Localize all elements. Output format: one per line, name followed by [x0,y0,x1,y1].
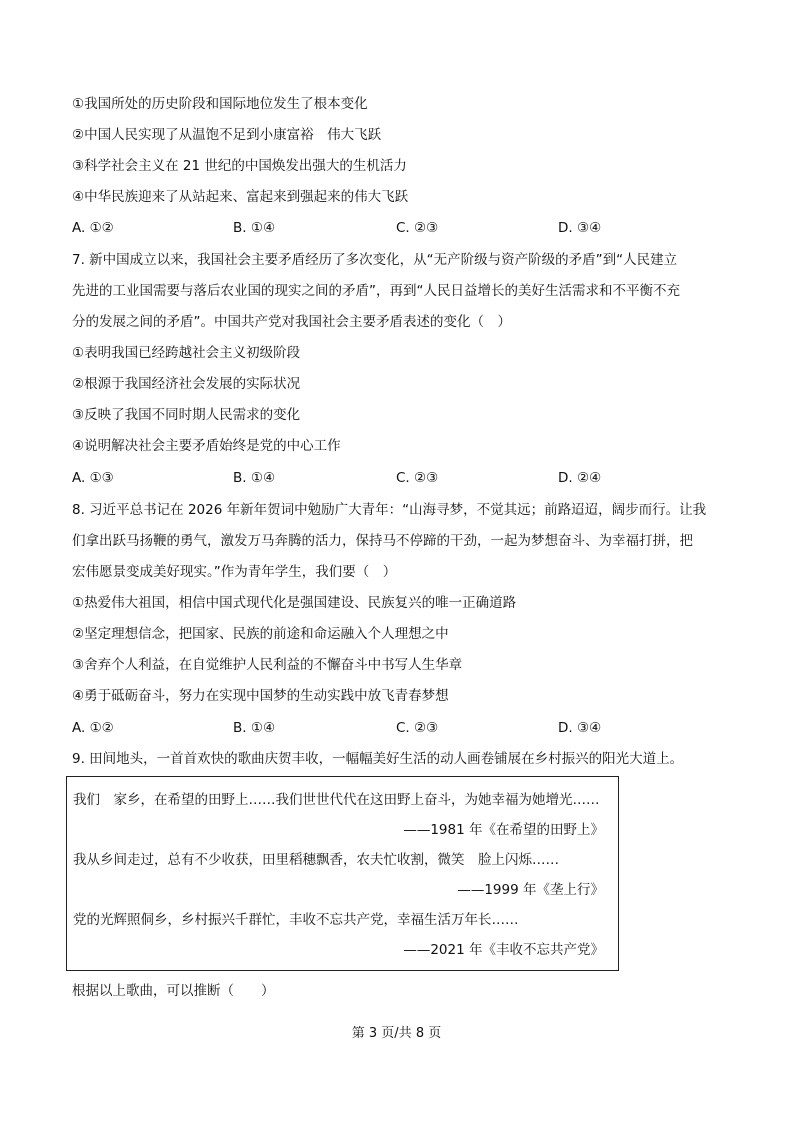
q7-option-c: C. ②③ [396,470,439,486]
q6-item-2: ②中国人民实现了从温饱不足到小康富裕 伟大飞跃 [72,127,382,143]
q6-item-3: ③科学社会主义在 21 世纪的中国焕发出强大的生机活力 [72,158,407,174]
song-2-lyric: 我从乡间走过，总有不少收获，田里稻穗飘香，农夫忙收割，微笑 脸上闪烁…… [73,852,559,868]
q9-stem: 9. 田间地头，一首首欢快的歌曲庆贺丰收，一幅幅美好生活的动人画卷铺展在乡村振兴的阳光大道上。 [72,751,684,767]
q7-option-a: A. ①③ [72,470,114,486]
q7-item-1: ①表明我国已经跨越社会主义初级阶段 [72,345,301,361]
song-2-source: ——1999 年《垄上行》 [457,882,604,898]
q6-item-4: ④中华民族迎来了从站起来、富起来到强起来的伟大飞跃 [72,189,409,205]
q8-option-b: B. ①④ [233,720,276,736]
q7-item-2: ②根源于我国经济社会发展的实际状况 [72,376,301,392]
q8-stem-line-2: 们拿出跃马扬鞭的勇气，激发万马奔腾的活力，保持马不停蹄的干劲，一起为梦想奋斗、为幸福打拼，把 [72,533,693,549]
q7-option-b: B. ①④ [233,470,276,486]
page-number-footer: 第 3 页/共 8 页 [351,1026,442,1041]
song-1-source: ——1981 年《在希望的田野上》 [403,822,604,838]
q9-question: 根据以上歌曲，可以推断（ ） [72,983,275,999]
q7-option-d: D. ②④ [558,470,602,486]
q6-option-c: C. ②③ [396,220,439,236]
q7-stem-line-3: 分的发展之间的矛盾”。中国共产党对我国社会主要矛盾表述的变化（ ） [72,314,511,330]
song-lyrics-box [66,776,619,971]
q8-stem-line-3: 宏伟愿景变成美好现实。”作为青年学生，我们要（ ） [72,564,397,580]
song-3-source: ——2021 年《丰收不忘共产党》 [403,942,604,958]
q8-item-3: ③舍弃个人利益，在自觉维护人民利益的不懈奋斗中书写人生华章 [72,657,463,673]
q8-item-4: ④勇于砥砺奋斗，努力在实现中国梦的生动实践中放飞青春梦想 [72,688,449,704]
q6-option-d: D. ③④ [558,220,602,236]
q7-stem-line-2: 先进的工业国需要与落后农业国的现实之间的矛盾”，再到“人民日益增长的美好生活需求和不平衡不充 [72,283,680,299]
q8-option-a: A. ①② [72,720,114,736]
q6-item-1: ①我国所处的历史阶段和国际地位发生了根本变化 [72,96,368,112]
q8-option-d: D. ③④ [558,720,602,736]
q6-option-b: B. ①④ [233,220,276,236]
q8-item-2: ②坚定理想信念，把国家、民族的前途和命运融入个人理想之中 [72,626,449,642]
q7-item-4: ④说明解决社会主要矛盾始终是党的中心工作 [72,438,341,454]
q7-item-3: ③反映了我国不同时期人民需求的变化 [72,407,301,423]
song-1-lyric: 我们 家乡，在希望的田野上……我们世世代代在这田野上奋斗，为她幸福为她增光…… [73,792,600,808]
q8-item-1: ①热爱伟大祖国，相信中国式现代化是强国建设、民族复兴的唯一正确道路 [72,595,517,611]
song-3-lyric: 党的光辉照侗乡，乡村振兴千群忙，丰收不忘共产党，幸福生活万年长…… [73,912,519,928]
q8-option-c: C. ②③ [396,720,439,736]
q7-stem-line-1: 7. 新中国成立以来，我国社会主要矛盾经历了多次变化，从“无产阶级与资产阶级的矛盾”到“人民建立 [72,252,678,268]
q6-option-a: A. ①② [72,220,114,236]
q8-stem-line-1: 8. 习近平总书记在 2026 年新年贺词中勉励广大青年：“山海寻梦，不觉其远；前路迢迢，阔步而行。让我 [72,502,707,518]
